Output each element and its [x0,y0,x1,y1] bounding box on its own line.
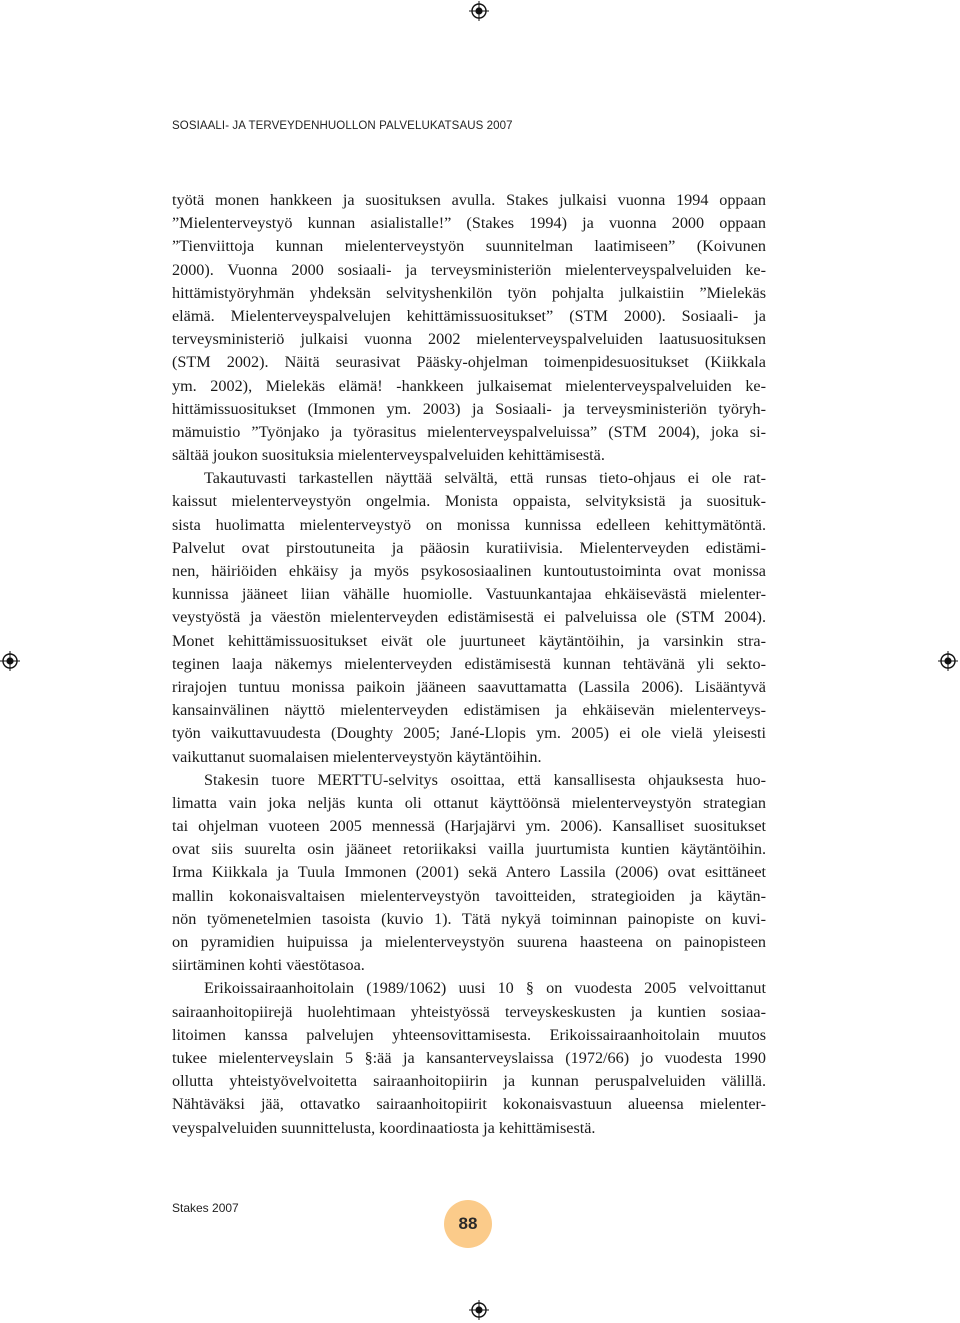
text-line: teginen laaja näkemys mielenterveyden edistämisestä kunnan tehtävänä yli sekto- [172,654,766,673]
paragraph-3 [172,769,766,978]
text-line: Stakesin tuore MERTTU-selvitys osoittaa, että kansallisesta ohjauksesta huo- [204,770,766,789]
text-line: ”Mielenterveystyö kunnan asialistalle!” (Stakes 1994) ja vuonna 2000 oppaan [172,214,766,233]
text-line: kaissut mielenterveystyön ongelmia. Monista oppaista, selvityksistä ja suosituk- [172,492,766,511]
text-line: kunnissa jääneet liian vähälle huomiolle. Vastuunkantajaa ehkäisevästä mielenter- [172,585,766,604]
text-line: siirtäminen kohti väestötasoa. [172,956,365,975]
text-line: ovat siis suurelta osin jääneet retoriikaksi vailla juurtumista kuntien käytäntöihin. [172,840,766,859]
text-line: hittämistyöryhmän yhdeksän selvityshenkilön työn pohjalta julkaistiin ”Mielekäs [172,283,766,302]
footer-publisher: Stakes 2007 [172,1201,239,1215]
registration-mark-top-icon [469,1,489,21]
text-line: Erikoissairaanhoitolain (1989/1062) uusi 10 § on vuodesta 2005 velvoittanut [204,979,766,998]
text-line: ”Tienviittoja kunnan mielenterveystyön suunnitelman laatimiseen” (Koivunen [172,237,766,256]
text-line: Palvelut ovat pirstoutuneita ja pääosin kuratiivisia. Mielenterveyden edistämi- [172,538,766,557]
text-line: ollutta yhteistyövelvoitetta sairaanhoitopiirin ja kunnan peruspalveluiden välillä. [172,1072,766,1091]
text-line: tai ohjelman vuoteen 2005 mennessä (Harjajärvi ym. 2006). Kansalliset suositukset [172,817,766,836]
body-text [172,189,766,1140]
text-line: limatta vain joka neljäs kunta oli ottanut käyttöönsä mielenterveystyön strategian [172,793,766,812]
text-line: kansainvälinen näyttö mielenterveyden edistämisen ja ehkäisevän mielenterveys- [172,701,766,720]
paragraph-1 [172,189,766,467]
paragraph-2 [172,467,766,768]
page-number: 88 [458,1214,478,1233]
text-line: sältää joukon suosituksia mielenterveyspalveluiden kehittämisestä. [172,446,605,465]
text-line: elämä. Mielenterveyspalvelujen kehittämissuositukset” (STM 2000). Sosiaali- ja [172,306,766,325]
text-line: veystyöstä ja väestön mielenterveyden edistämisestä ei palveluissa ole (STM 2004). [172,608,766,627]
text-line: sista huolimatta mielenterveystyö on monissa kunnissa edelleen kehittymätöntä. [172,515,766,534]
paragraph-4 [172,977,766,1139]
text-line: rirajojen tuntuu monissa paikoin jääneen saavuttamatta (Lassila 2006). Lisääntyvä [172,677,766,696]
text-line: tukee mielenterveyslain 5 §:ää ja kansanterveyslaissa (1972/66) jo vuodesta 1990 [172,1048,766,1067]
text-line: 2000). Vuonna 2000 sosiaali- ja terveysministeriön mielenterveyspalveluiden ke- [172,260,766,279]
text-line: hittämissuositukset (Immonen ym. 2003) ja Sosiaali- ja terveysministeriön työryh- [172,399,766,418]
text-line: terveysministeriö julkaisi vuonna 2002 mielenterveyspalveluiden laatusuosituksen [172,330,766,349]
text-line: mämuistio ”Työnjako ja työrasitus mielenterveyspalveluissa” (STM 2004), joka si- [172,422,766,441]
text-line: on pyramidien huipuissa ja mielenterveystyön suurena haasteena on painopisteen [172,933,766,951]
text-line: veyspalveluiden suunnittelusta, koordinaatiosta ja kehittämisestä. [172,1118,596,1137]
text-line: litoimen kanssa palvelujen yhteensovittamisesta. Erikoissairaanhoitolain muutos [172,1025,766,1044]
registration-mark-left-icon [0,651,20,671]
text-line: Takautuvasti tarkastellen näyttää selvältä, että runsas tieto-ohjaus ei ole rat- [204,469,766,488]
text-line: työn vaikuttavuudesta (Doughty 2005; Jané-Llopis ym. 2005) ei ole vielä yleisesti [172,724,766,743]
text-line: sairaanhoitopiirejä huolehtimaan yhteistyössä terveyskeskusten ja kuntien sosiaa- [172,1002,766,1021]
text-line: Monet kehittämissuositukset eivät ole juurtuneet käytäntöihin, ja varsinkin stra- [172,631,766,650]
text-line: ym. 2002), Mielekäs elämä! -hankkeen julkaisemat mielenterveyspalveluiden ke- [172,376,766,395]
registration-mark-right-icon [938,651,958,671]
page-number-badge [444,1200,492,1248]
text-line: (STM 2002). Näitä seurasivat Pääsky-ohjelman toimenpidesuositukset (Kiikkala [172,353,766,372]
text-line: Irma Kiikkala ja Tuula Immonen (2001) sekä Antero Lassila (2006) ovat esittäneet [172,863,766,882]
text-line: nön työmenetelmien tasoista (kuvio 1). Tätä nykyä toiminnan painopiste on kuvi- [172,909,766,928]
text-line: mallin kokonaisvaltaisen mielenterveystyön tavoitteiden, strategioiden ja käytän- [172,886,766,905]
registration-mark-bottom-icon [469,1300,489,1320]
text-line: nen, häiriöiden ehkäisy ja myös psykososiaalinen kuntoutustoiminta ovat monissa [172,562,766,580]
text-line: työtä monen hankkeen ja suosituksen avulla. Stakes julkaisi vuonna 1994 oppaan [172,191,766,209]
text-line: Nähtäväksi jää, ottavatko sairaanhoitopiirit kokonaisvastuun alueensa mielenter- [172,1095,766,1114]
running-header: SOSIAALI- JA TERVEYDENHUOLLON PALVELUKATSAUS 2007 [172,120,513,132]
text-line: vaikuttanut suomalaisen mielenterveystyön käytäntöihin. [172,747,542,766]
